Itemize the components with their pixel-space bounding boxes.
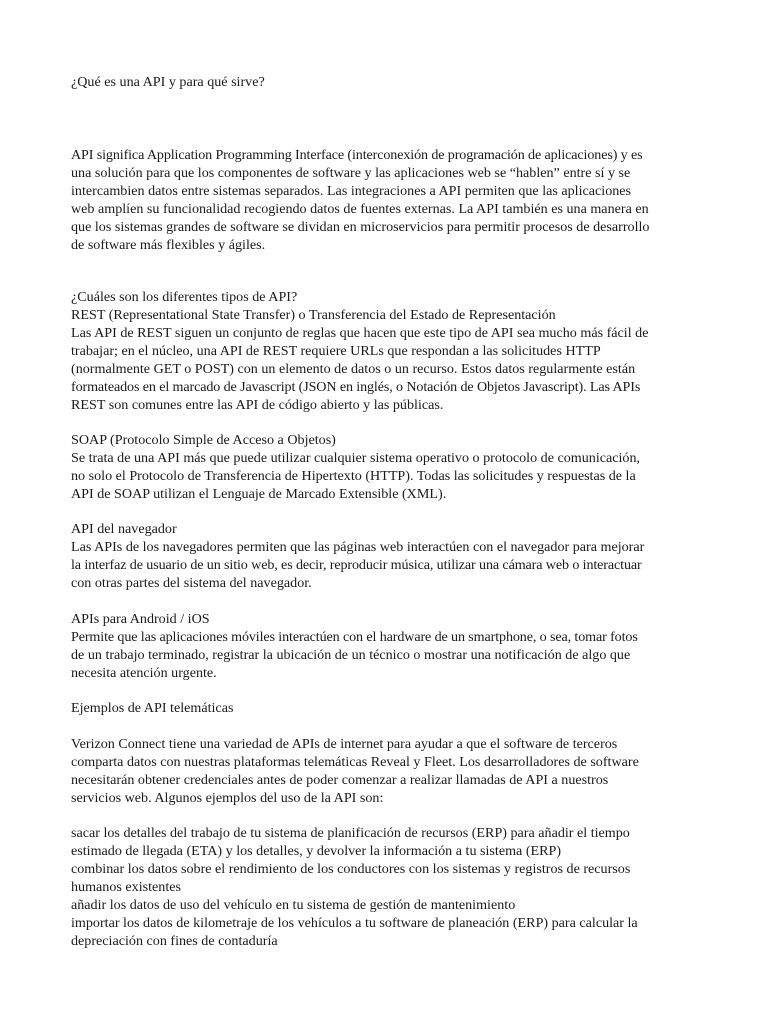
rest-body-line: Las API de REST siguen un conjunto de reglas que hacen que este tipo de API sea mucho más fácil de	[71, 325, 649, 341]
browser-body-line: la interfaz de usuario de un sitio web, es decir, reproducir música, utilizar una cámara web o interactuar	[71, 557, 642, 573]
examples-heading	[71, 699, 701, 717]
soap-body-line: API de SOAP utilizan el Lenguaje de Marcado Extensible (XML).	[71, 486, 447, 502]
soap-heading: SOAP (Protocolo Simple de Acceso a Objetos)	[71, 432, 336, 448]
list-item: añadir los datos de uso del vehículo en tu sistema de gestión de mantenimiento	[71, 897, 516, 913]
intro-line: una solución para que los componentes de software y las aplicaciones web se “hablen” entre sí y se	[71, 165, 631, 181]
mobile-body-line: Permite que las aplicaciones móviles interactúen con el hardware de un smartphone, o sea, tomar fotos	[71, 629, 638, 645]
intro-line: de software más flexibles y ágiles.	[71, 237, 266, 253]
examples-intro-line: Verizon Connect tiene una variedad de APIs de internet para ayudar a que el software de terceros	[71, 736, 618, 752]
intro-line: web amplíen su funcionalidad recogiendo datos de fuentes externas. La API también es una manera en	[71, 201, 649, 217]
browser-body-line: Las APIs de los navegadores permiten que las páginas web interactúen con el navegador para mejorar	[71, 539, 645, 555]
list-item: humanos existentes	[71, 879, 181, 895]
list-item: combinar los datos sobre el rendimiento de los conductores con los sistemas y registros de recursos	[71, 861, 631, 877]
title-line: ¿Qué es una API y para qué sirve?	[71, 74, 265, 90]
examples-intro	[71, 735, 701, 807]
mobile-heading: APIs para Android / iOS	[71, 611, 210, 627]
intro-line: API significa Application Programming Interface (interconexión de programación de aplicaciones) y es	[71, 147, 643, 163]
page-title	[71, 73, 701, 91]
examples-intro-line: comparta datos con nuestras plataformas telemáticas Reveal y Fleet. Los desarrolladores de software	[71, 754, 639, 770]
rest-body-line: formateados en el marcado de Javascript (JSON en inglés, o Notación de Objetos Javascript). Las APIs	[71, 379, 641, 395]
soap-body-line: Se trata de una API más que puede utilizar cualquier sistema operativo o protocolo de comunicación,	[71, 450, 641, 466]
list-item: estimado de llegada (ETA) y los detalles, y devolver la información a tu sistema (ERP)	[71, 843, 562, 859]
examples-list	[71, 824, 701, 950]
examples-intro-line: servicios web. Algunos ejemplos del uso de la API son:	[71, 790, 384, 806]
mobile-body-line: necesita atención urgente.	[71, 665, 217, 681]
browser-heading: API del navegador	[71, 521, 177, 537]
examples-heading-line: Ejemplos de API telemáticas	[71, 700, 234, 716]
intro-paragraph	[71, 146, 701, 254]
soap-section	[71, 431, 701, 503]
mobile-body-line: de un trabajo terminado, registrar la ubicación de un técnico o mostrar una notificación de algo que	[71, 647, 631, 663]
examples-intro-line: necesitarán obtener credenciales antes de poder comenzar a realizar llamadas de API a nuestros	[71, 772, 609, 788]
browser-section	[71, 520, 701, 592]
list-item: sacar los detalles del trabajo de tu sistema de planificación de recursos (ERP) para añadir el tiempo	[71, 825, 630, 841]
intro-line: que los sistemas grandes de software se dividan en microservicios para permitir procesos de desarrollo	[71, 219, 650, 235]
rest-body-line: REST son comunes entre las API de código abierto y las públicas.	[71, 397, 444, 413]
intro-line: intercambien datos entre sistemas separados. Las integraciones a API permiten que las aplicaciones	[71, 183, 632, 199]
rest-heading: REST (Representational State Transfer) o Transferencia del Estado de Representación	[71, 307, 556, 323]
browser-body-line: con otras partes del sistema del navegador.	[71, 575, 312, 591]
rest-section	[71, 288, 701, 414]
rest-body-line: (normalmente GET o POST) con un elemento de datos o un recurso. Estos datos regularmente están	[71, 361, 636, 377]
soap-body-line: no solo el Protocolo de Transferencia de Hipertexto (HTTP). Todas las solicitudes y respuestas de la	[71, 468, 636, 484]
list-item: depreciación con fines de contaduría	[71, 933, 278, 949]
mobile-section	[71, 610, 701, 682]
list-item: importar los datos de kilometraje de los vehículos a tu software de planeación (ERP) para calcular la	[71, 915, 638, 931]
rest-body-line: trabajar; en el núcleo, una API de REST requiere URLs que respondan a las solicitudes HTTP	[71, 343, 601, 359]
types-question-heading: ¿Cuáles son los diferentes tipos de API?	[71, 289, 298, 305]
